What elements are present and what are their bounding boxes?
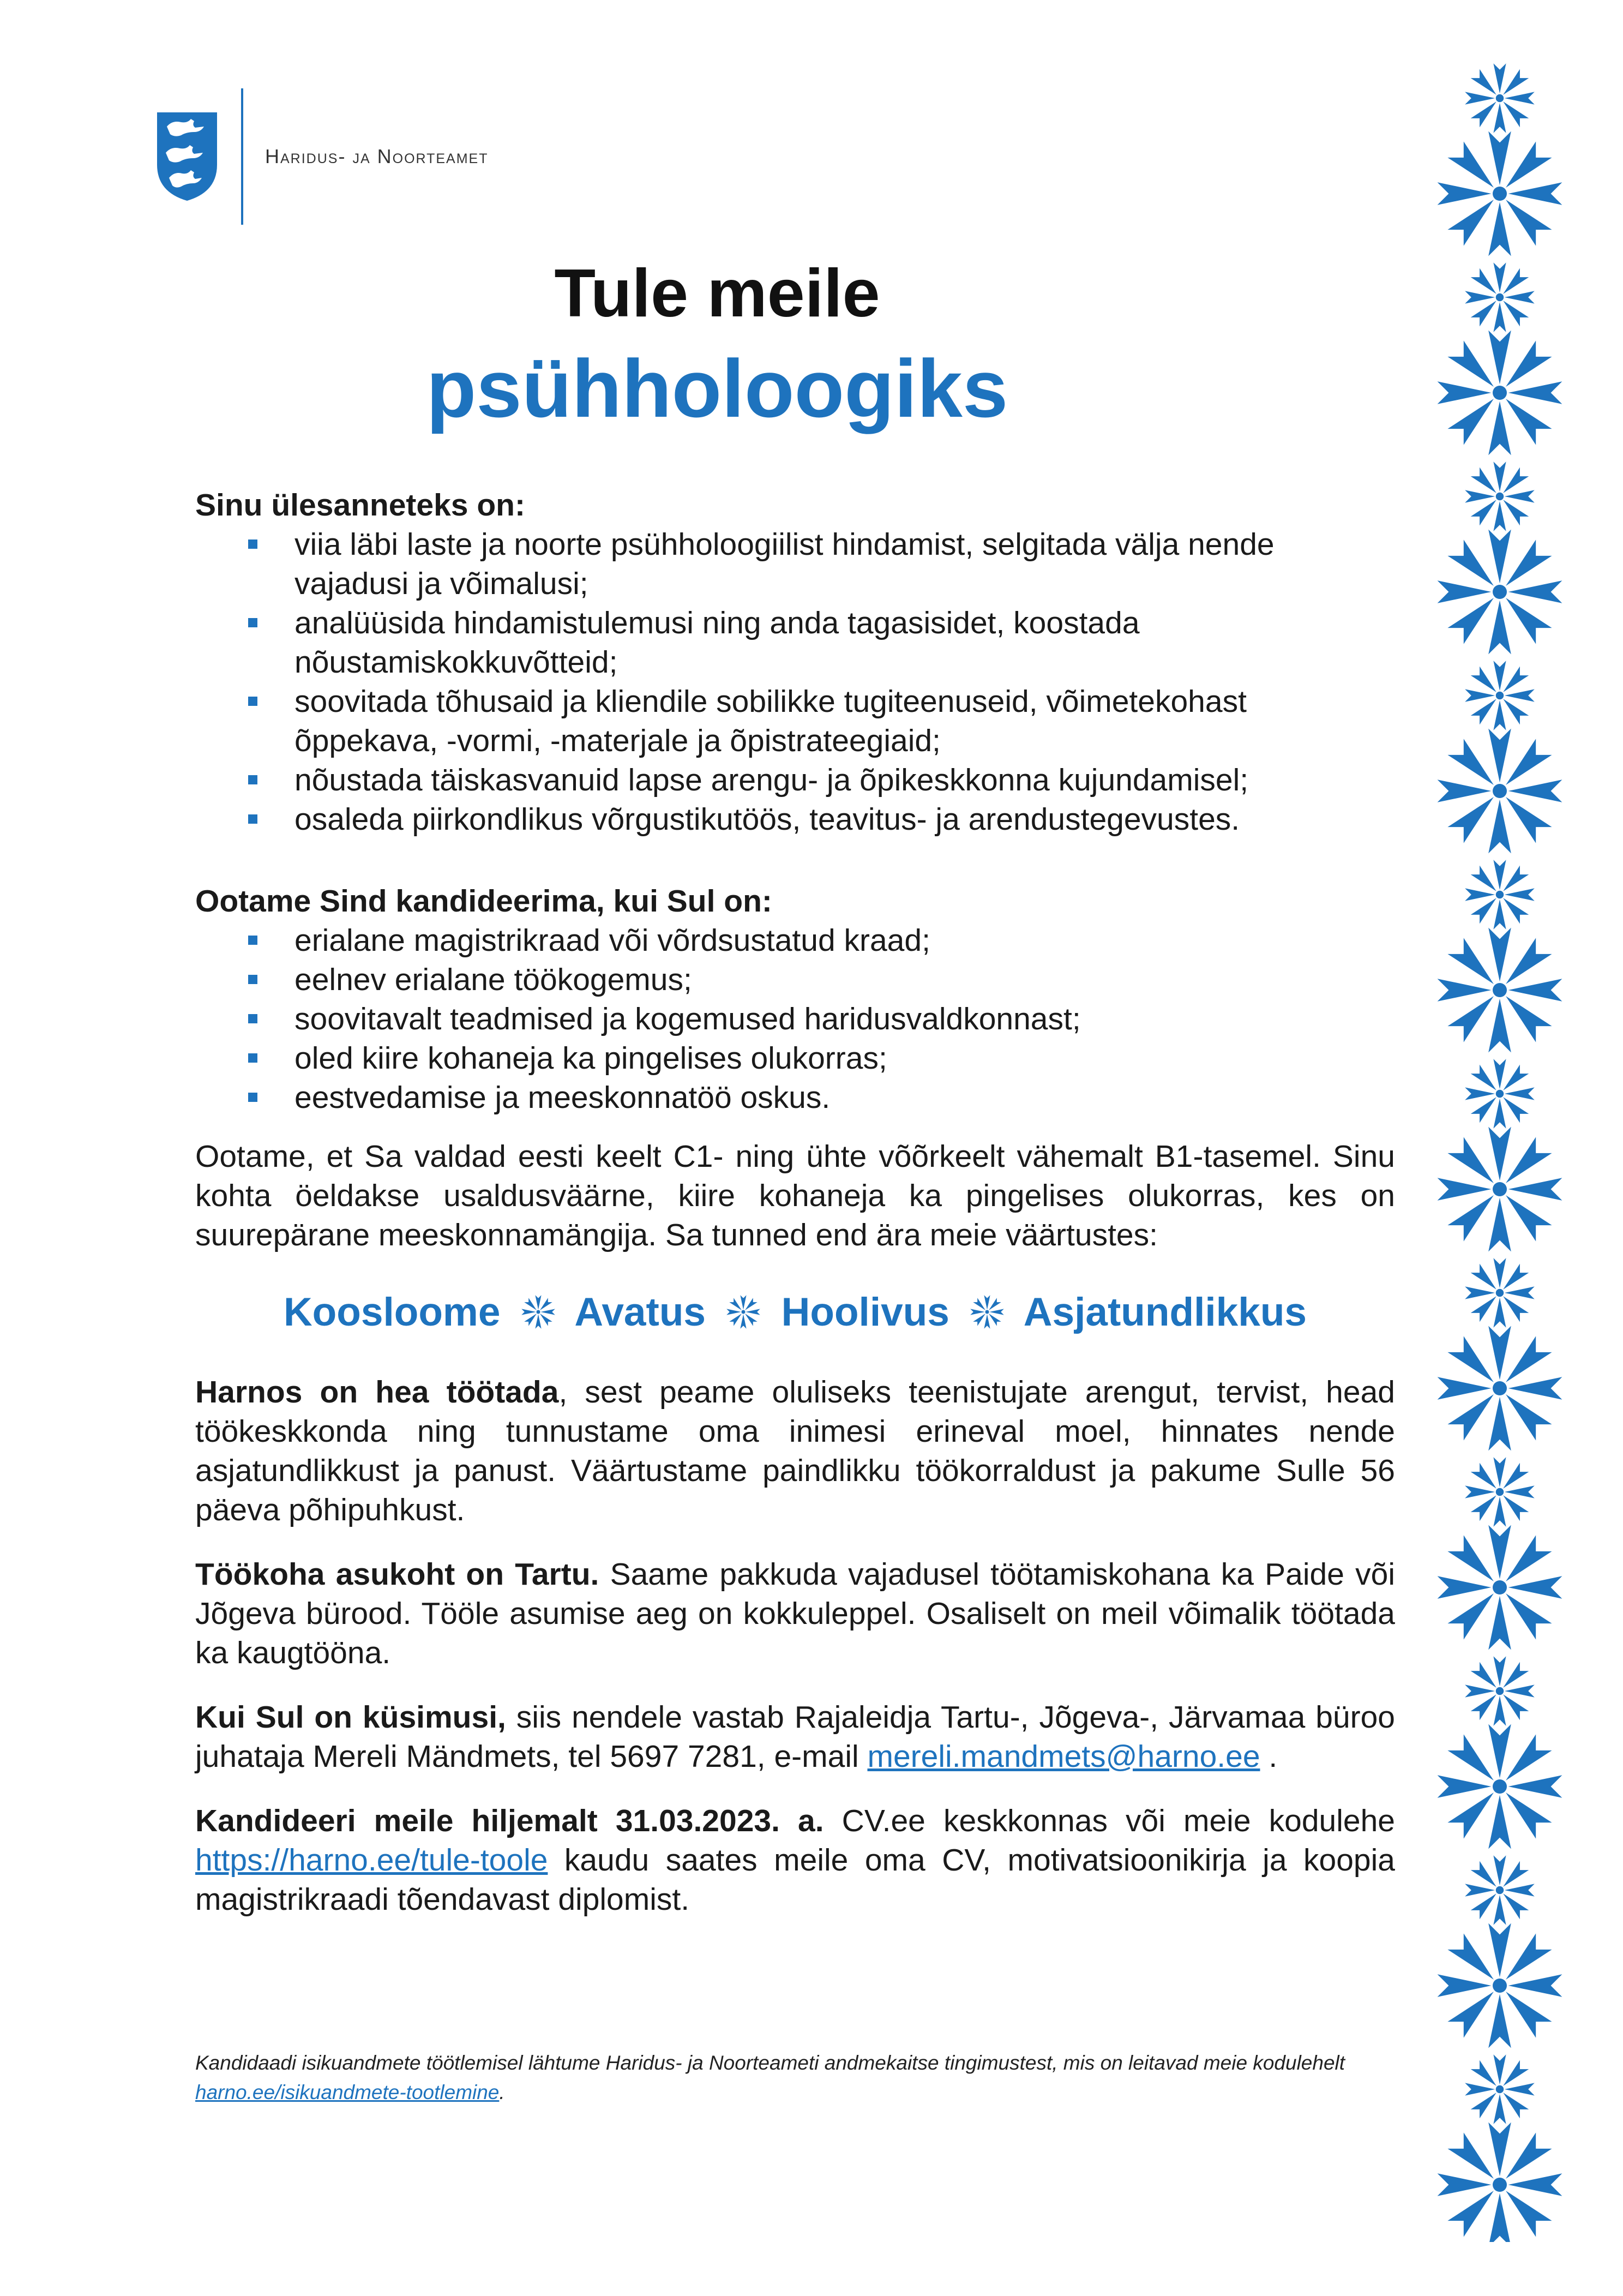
value-hoolivus: Hoolivus <box>781 1290 949 1334</box>
main-content <box>195 485 1395 1944</box>
page-title: Tule meile <box>554 256 880 331</box>
estonian-star-icon <box>1438 1127 1562 1252</box>
list-item: erialane magistrikraad või võrdsustatud kraad; <box>195 921 1395 960</box>
estonian-star-icon <box>1438 1326 1562 1451</box>
square-bullet-icon <box>248 1093 257 1102</box>
estonian-star-icon <box>968 1293 1006 1331</box>
square-bullet-icon <box>248 697 257 706</box>
careers-link[interactable]: https://harno.ee/tule-toole <box>195 1843 548 1878</box>
value-koosloome: Koosloome <box>283 1290 501 1334</box>
list-item: osaleda piirkondlikus võrgustikutöös, teavitus- ja arendustegevustes. <box>195 800 1395 839</box>
requirements-heading: Ootame Sind kandideerima, kui Sul on: <box>195 884 772 919</box>
header-divider <box>241 88 243 225</box>
estonian-star-icon <box>1465 1855 1535 1925</box>
values-row <box>195 1285 1395 1340</box>
estonian-star-icon <box>1438 331 1562 455</box>
estonian-star-icon <box>1465 1457 1535 1527</box>
list-item: eestvedamise ja meeskonnatöö oskus. <box>195 1078 1395 1117</box>
requirements-list <box>195 921 1395 1117</box>
estonian-star-icon <box>1465 1059 1535 1129</box>
list-item: soovitada tõhusaid ja kliendile sobilikke tugiteenuseid, võimetekohast õppekava, -vormi, -materjale ja õpistrateegiaid; <box>195 682 1395 760</box>
square-bullet-icon <box>248 1014 257 1023</box>
estonian-star-icon <box>1438 131 1562 256</box>
list-item: soovitavalt teadmised ja kogemused haridusvaldkonnast; <box>195 999 1395 1039</box>
header <box>155 88 489 225</box>
decorative-star-strip <box>1418 60 1582 2242</box>
estonian-star-icon <box>1438 530 1562 655</box>
estonian-star-icon <box>1438 1724 1562 1849</box>
estonian-star-icon <box>1465 63 1535 133</box>
estonian-star-icon <box>1465 1656 1535 1726</box>
list-item: nõustada täiskasvanuid lapse arengu- ja õpikeskkonna kujundamisel; <box>195 760 1395 800</box>
estonian-star-icon <box>1465 860 1535 930</box>
location-paragraph: Töökoha asukoht on Tartu. Saame pakkuda vajadusel töötamiskohana ka Paide või Jõgeva bürood. Tööle asumise aeg on kokkuleppel. Osaliselt on meil võimalik töötada ka kaugtööna. <box>195 1557 1395 1670</box>
estonian-star-icon <box>1465 461 1535 531</box>
contact-paragraph: Kui Sul on küsimusi, siis nendele vastab Rajaleidja Tartu-, Jõgeva-, Järvamaa büroo juhataja Mereli Mändmets, tel 5697 7281, e-mail mereli.mandmets@harno.ee . <box>195 1700 1395 1774</box>
estonian-star-icon <box>724 1293 762 1331</box>
page-subtitle: psühholoogiks <box>426 343 1008 434</box>
list-item: eelnev erialane töökogemus; <box>195 960 1395 999</box>
estonian-coat-of-arms-icon <box>155 110 219 203</box>
agency-name: Haridus- ja Noorteamet <box>265 145 489 167</box>
square-bullet-icon <box>248 775 257 784</box>
apply-paragraph: Kandideeri meile hiljemalt 31.03.2023. a. CV.ee keskkonnas või meie kodulehe https://harno.ee/tule-toole kaudu saates meile oma CV, motivatsioonikirja ja koopia magistrikraadi tõendavast diplomist. <box>195 1803 1395 1917</box>
estonian-star-icon <box>1465 2054 1535 2124</box>
value-avatus: Avatus <box>574 1290 706 1334</box>
square-bullet-icon <box>248 1053 257 1063</box>
tasks-list <box>195 525 1395 839</box>
estonian-star-icon <box>1465 1258 1535 1328</box>
privacy-link[interactable]: harno.ee/isikuandmete-tootlemine <box>195 2081 500 2103</box>
estonian-star-icon <box>1465 661 1535 730</box>
estonian-star-icon <box>1438 729 1562 854</box>
estonian-star-icon <box>1438 1525 1562 1650</box>
square-bullet-icon <box>248 539 257 549</box>
list-item: oled kiire kohaneja ka pingelises olukorras; <box>195 1039 1395 1078</box>
estonian-star-icon <box>1438 2123 1562 2242</box>
estonian-star-icon <box>1438 928 1562 1053</box>
email-link[interactable]: mereli.mandmets@harno.ee <box>867 1739 1260 1774</box>
benefits-paragraph: Harnos on hea töötada, sest peame oluliseks teenistujate arengut, tervist, head töökeskkonda ning tunnustame oma inimesi erineval moel, hinnates nende asjatundlikkust ja panust. Väärtustame paindlikku töökorraldust ja pakume Sulle 56 päeva põhipuhkust. <box>195 1375 1395 1527</box>
list-item: analüüsida hindamistulemusi ning anda tagasisidet, koostada nõustamiskokkuvõtteid; <box>195 603 1395 682</box>
square-bullet-icon <box>248 936 257 945</box>
estonian-star-icon <box>1465 262 1535 332</box>
tasks-heading: Sinu ülesanneteks on: <box>195 488 525 523</box>
square-bullet-icon <box>248 814 257 824</box>
estonian-star-icon <box>519 1293 557 1331</box>
estonian-star-icon <box>1438 1923 1562 2048</box>
list-item: viia läbi laste ja noorte psühholoogiilist hindamist, selgitada välja nende vajadusi ja võimalusi; <box>195 525 1395 603</box>
square-bullet-icon <box>248 618 257 627</box>
value-asjatundlikkus: Asjatundlikkus <box>1023 1290 1307 1334</box>
language-paragraph: Ootame, et Sa valdad eesti keelt C1- ning ühte võõrkeelt vähemalt B1-tasemel. Sinu kohta öeldakse usaldusväärne, kiire kohaneja ka pingelises olukorras, kes on suurepärane meeskonnamängija. Sa tunned end ära meie väärtustes: <box>195 1139 1395 1252</box>
square-bullet-icon <box>248 975 257 984</box>
privacy-footer: Kandidaadi isikuandmete töötlemisel lähtume Haridus- ja Noorteameti andmekaitse tingimustest, mis on leitavad meie kodulehelt harno.ee/isikuandmete-tootlemine. <box>195 2052 1345 2103</box>
